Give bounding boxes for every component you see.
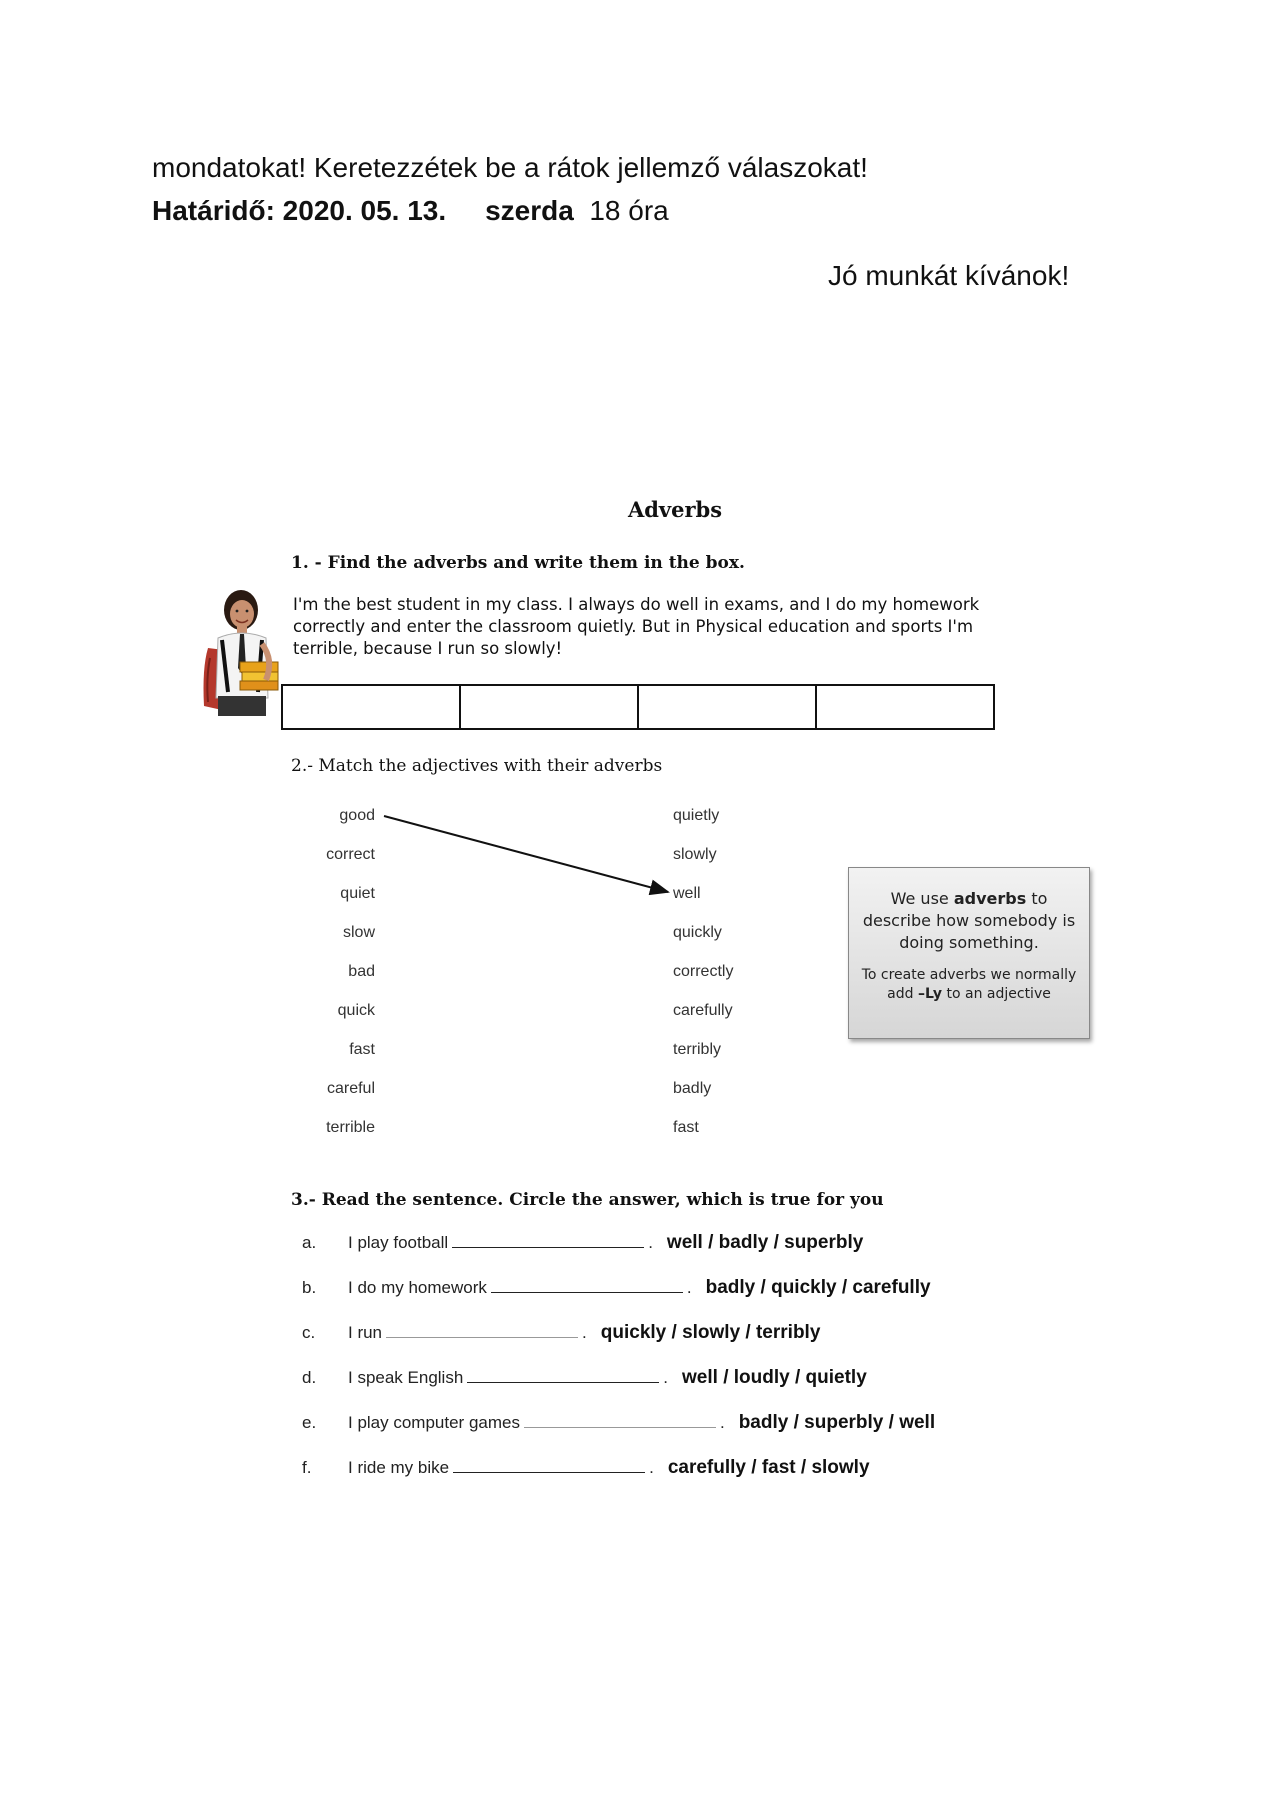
answer-blank[interactable]	[452, 1233, 644, 1248]
deadline-time: 18 óra	[589, 195, 669, 226]
adjective-item: quiet	[340, 885, 375, 902]
info-keyword: adverbs	[953, 889, 1027, 908]
row-options[interactable]: well / badly / superbly	[666, 1232, 864, 1253]
wish-text: Jó munkát kívánok!	[828, 260, 1070, 291]
row-letter: c.	[302, 1323, 316, 1342]
adjective-item: fast	[349, 1041, 375, 1058]
adverb-item: fast	[673, 1119, 699, 1136]
answer-blank[interactable]	[453, 1458, 645, 1473]
info-text: to an adjective	[942, 986, 1051, 1002]
row-options[interactable]: badly / quickly / carefully	[705, 1277, 931, 1298]
info-text: We use	[890, 889, 954, 908]
info-text: to describe how somebody is doing something.	[862, 889, 1076, 952]
info-keyword: –Ly	[917, 986, 943, 1002]
answer-blank[interactable]	[467, 1368, 659, 1383]
adjective-item: slow	[342, 924, 375, 941]
adverb-item: slowly	[673, 846, 717, 863]
row-options[interactable]: carefully / fast / slowly	[667, 1457, 870, 1478]
row-letter: d.	[302, 1368, 317, 1387]
exercise-row: b. I do my homework . badly / quickly / carefully	[302, 1277, 931, 1298]
row-options[interactable]: badly / superbly / well	[738, 1412, 936, 1433]
row-options[interactable]: quickly / slowly / terribly	[600, 1322, 821, 1343]
exercise-row: c. I run . quickly / slowly / terribly	[302, 1322, 821, 1343]
row-letter: b.	[302, 1278, 317, 1297]
info-text: To create adverbs we normally add	[861, 967, 1077, 1002]
adverb-item: quietly	[673, 807, 720, 824]
adverb-item: quickly	[673, 924, 722, 941]
exercise-row: a. I play football . well / badly / superbly	[302, 1232, 864, 1253]
adjective-item: correct	[326, 846, 375, 863]
row-options[interactable]: well / loudly / quietly	[682, 1367, 867, 1388]
adjective-item: terrible	[326, 1119, 375, 1136]
answer-blank[interactable]	[386, 1323, 578, 1338]
worksheet-title: Adverbs	[627, 497, 723, 522]
row-sentence: I do my homework	[348, 1278, 487, 1297]
row-letter: a.	[302, 1233, 317, 1252]
deadline-label: Határidő: 2020. 05. 13.	[152, 195, 447, 226]
section1-paragraph: I'm the best student in my class. I always do well in exams, and I do my homework correctly and enter the classroom quietly. But in Physical education and sports I'm terrible, because I run so slowly!	[293, 595, 980, 658]
adverb-item: badly	[673, 1080, 712, 1097]
adverb-item: carefully	[673, 1002, 733, 1019]
row-sentence: I run	[348, 1323, 383, 1342]
row-sentence: I play football	[348, 1233, 449, 1252]
adjective-item: bad	[348, 963, 375, 980]
answer-blank[interactable]	[491, 1278, 683, 1293]
header-instruction: mondatokat! Keretezzétek be a rátok jellemző válaszokat!	[152, 152, 868, 183]
section3-heading: 3.- Read the sentence. Circle the answer, which is true for you	[291, 1190, 884, 1210]
deadline-day: szerda	[485, 195, 574, 226]
adjective-item: quick	[337, 1002, 375, 1019]
row-sentence: I speak English	[348, 1368, 464, 1387]
answer-blank[interactable]	[524, 1413, 716, 1428]
adverb-info-box	[848, 867, 1090, 1039]
row-sentence: I ride my bike	[348, 1458, 450, 1477]
adverb-item: correctly	[673, 963, 734, 980]
adverb-item: well	[673, 885, 701, 902]
adjective-item: good	[339, 807, 375, 824]
exercise-row: d. I speak English . well / loudly / quietly	[302, 1367, 867, 1388]
exercise-row: f. I ride my bike . carefully / fast / slowly	[302, 1457, 870, 1478]
row-letter: f.	[302, 1458, 312, 1477]
exercise-row: e. I play computer games . badly / superbly / well	[302, 1412, 936, 1433]
section1-heading: 1. - Find the adverbs and write them in the box.	[291, 553, 745, 573]
adverb-item: terribly	[673, 1041, 722, 1058]
adjective-item: careful	[326, 1080, 375, 1097]
row-sentence: I play computer games	[348, 1413, 520, 1432]
row-letter: e.	[302, 1413, 317, 1432]
section2-heading: 2.- Match the adjectives with their adverbs	[291, 756, 663, 776]
